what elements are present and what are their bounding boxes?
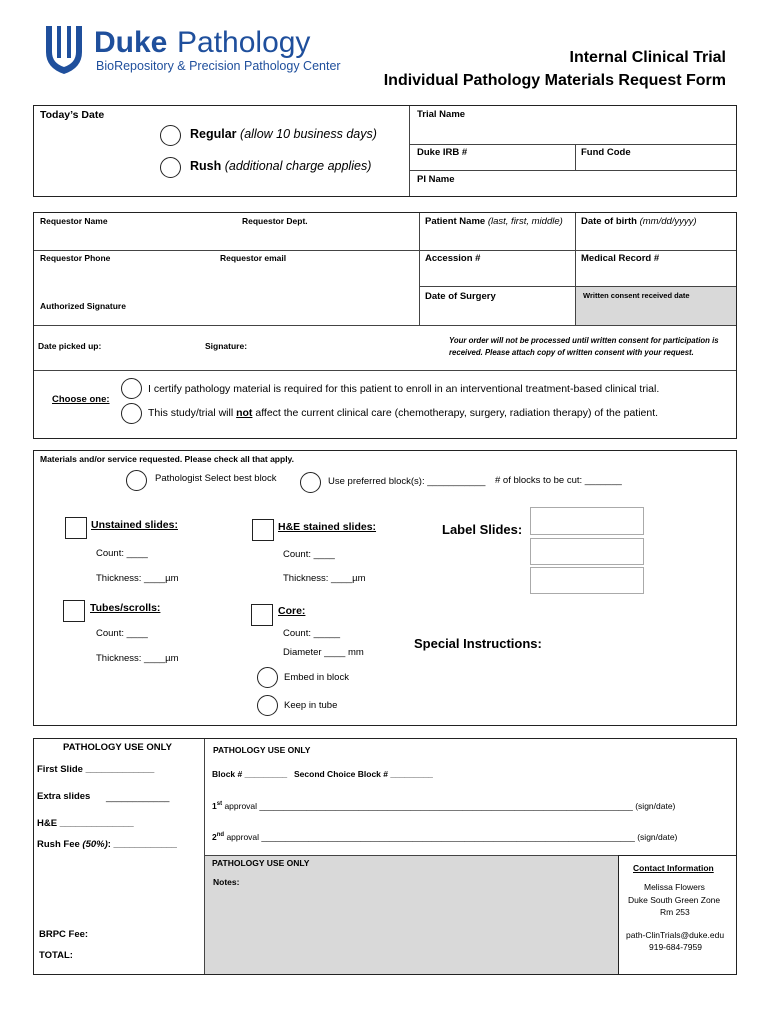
logo-subtitle: BioRepository & Precision Pathology Center: [96, 59, 341, 73]
special-instructions-heading: Special Instructions:: [414, 636, 542, 651]
tubes-scrolls-label: Tubes/scrolls:: [90, 602, 161, 614]
requestor-name-label: Requestor Name: [40, 216, 108, 226]
use-preferred-radio[interactable]: [300, 472, 321, 493]
use-preferred-label: Use preferred block(s): ___________: [328, 476, 486, 487]
core-label: Core:: [278, 605, 306, 617]
choose-one-label: Choose one:: [52, 394, 110, 405]
he-label: H&E ______________: [37, 818, 134, 829]
unstained-count-label: Count: ____: [96, 548, 148, 559]
logo-word-duke: Duke: [94, 26, 168, 59]
pathology-use-only-notes: PATHOLOGY USE ONLY: [212, 858, 310, 868]
extra-slides-line: ____________: [106, 792, 170, 803]
consent-notice-line1: Your order will not be processed until written consent for participation is: [449, 336, 719, 345]
label-slide-field-2[interactable]: [530, 538, 644, 565]
tubes-scrolls-checkbox[interactable]: [63, 600, 85, 622]
total-label: TOTAL:: [39, 950, 73, 961]
todays-date-label: Today’s Date: [40, 109, 105, 121]
first-approval-label: 1st approval _______________________________________________________________________________ (sign/date): [212, 800, 676, 811]
patient-name-label: Patient Name (last, first, middle): [425, 216, 563, 227]
core-checkbox[interactable]: [251, 604, 273, 626]
pathology-use-only-right: PATHOLOGY USE ONLY: [213, 745, 311, 755]
core-diameter-label: Diameter ____ mm: [283, 647, 364, 658]
extra-slides-label: Extra slides: [37, 791, 91, 802]
blocks-cut-label: # of blocks to be cut: _______: [495, 475, 622, 486]
regular-radio[interactable]: [160, 125, 181, 146]
date-picked-up-label: Date picked up:: [38, 341, 102, 351]
label-slide-field-3[interactable]: [530, 567, 644, 594]
keep-in-tube-radio[interactable]: [257, 695, 278, 716]
requestor-dept-label: Requestor Dept.: [242, 216, 308, 226]
core-count-label: Count: _____: [283, 628, 341, 639]
pathologist-select-label: Pathologist Select best block: [155, 473, 277, 484]
duke-irb-label: Duke IRB #: [417, 147, 468, 158]
embed-in-block-radio[interactable]: [257, 667, 278, 688]
duke-logo: [40, 22, 350, 78]
second-choice-block-label: Second Choice Block # _________: [294, 769, 433, 779]
he-stained-slides-label: H&E stained slides:: [278, 521, 377, 533]
unstained-slides-label: Unstained slides:: [91, 519, 178, 531]
logo-word-pathology: Pathology: [177, 26, 311, 59]
requestor-phone-label: Requestor Phone: [40, 253, 111, 263]
pi-name-label: PI Name: [417, 174, 455, 185]
embed-in-block-label: Embed in block: [284, 672, 349, 683]
he-thickness-label: Thickness: ____µm: [283, 573, 366, 584]
first-slide-label: First Slide _____________: [37, 764, 155, 775]
request-info-section: [33, 105, 737, 197]
date-of-surgery-label: Date of Surgery: [425, 291, 496, 302]
contact-phone: 919-684-7959: [649, 942, 702, 952]
rush-radio[interactable]: [160, 157, 181, 178]
option-interventional-radio[interactable]: [121, 378, 142, 399]
accession-label: Accession #: [425, 253, 481, 264]
pathology-use-only-left: PATHOLOGY USE ONLY: [63, 742, 172, 753]
keep-in-tube-label: Keep in tube: [284, 700, 338, 711]
label-slide-field-1[interactable]: [530, 507, 644, 535]
pathology-notes-shade: [205, 855, 618, 974]
requestor-email-label: Requestor email: [220, 253, 287, 263]
he-count-label: Count: ____: [283, 549, 335, 560]
option-no-clinical-effect-radio[interactable]: [121, 403, 142, 424]
label-slides-heading: Label Slides:: [442, 522, 523, 537]
regular-label: Regular (allow 10 business days): [190, 127, 377, 141]
brpc-fee-label: BRPC Fee:: [39, 929, 89, 940]
duke-chapel-icon: [40, 22, 88, 78]
form-title-line1: Internal Clinical Trial: [569, 49, 726, 66]
contact-name: Melissa Flowers: [644, 882, 705, 892]
pathologist-select-radio[interactable]: [126, 470, 147, 491]
trial-name-label: Trial Name: [417, 109, 466, 120]
rush-fee-label: Rush Fee (50%): ____________: [37, 839, 177, 850]
second-approval-label: 2nd approval _______________________________________________________________________________ (sign/date): [212, 831, 678, 842]
notes-label: Notes:: [213, 877, 240, 887]
tubes-thickness-label: Thickness: ____µm: [96, 653, 179, 664]
medical-record-label: Medical Record #: [581, 253, 660, 264]
signature-label: Signature:: [205, 341, 248, 351]
materials-heading: Materials and/or service requested. Please check all that apply.: [40, 454, 295, 464]
unstained-thickness-label: Thickness: ____µm: [96, 573, 179, 584]
dob-label: Date of birth (mm/dd/yyyy): [581, 216, 697, 227]
rush-label: Rush (additional charge applies): [190, 159, 372, 173]
contact-info-title: Contact Information: [633, 863, 714, 873]
he-stained-slides-checkbox[interactable]: [252, 519, 274, 541]
contact-building: Duke South Green Zone: [628, 895, 721, 905]
block-label: Block # _________: [212, 769, 288, 779]
tubes-count-label: Count: ____: [96, 628, 148, 639]
option-no-clinical-effect-label: This study/trial will not affect the current clinical care (chemotherapy, surgery, radiation therapy) of the patient.: [148, 407, 659, 419]
fund-code-label: Fund Code: [581, 147, 631, 158]
contact-email[interactable]: path-ClinTrials@duke.edu: [626, 930, 725, 940]
option-interventional-label: I certify pathology material is required for this patient to enroll in an interventional treatment-based clinical trial.: [148, 383, 660, 395]
form-title-line2: Individual Pathology Materials Request Form: [383, 72, 726, 89]
authorized-signature-label: Authorized Signature: [40, 301, 126, 311]
consent-received-label: Written consent received date: [583, 291, 690, 300]
unstained-slides-checkbox[interactable]: [65, 517, 87, 539]
contact-room: Rm 253: [660, 907, 690, 917]
consent-notice-line2: received. Please attach copy of written consent with your request.: [449, 348, 694, 357]
